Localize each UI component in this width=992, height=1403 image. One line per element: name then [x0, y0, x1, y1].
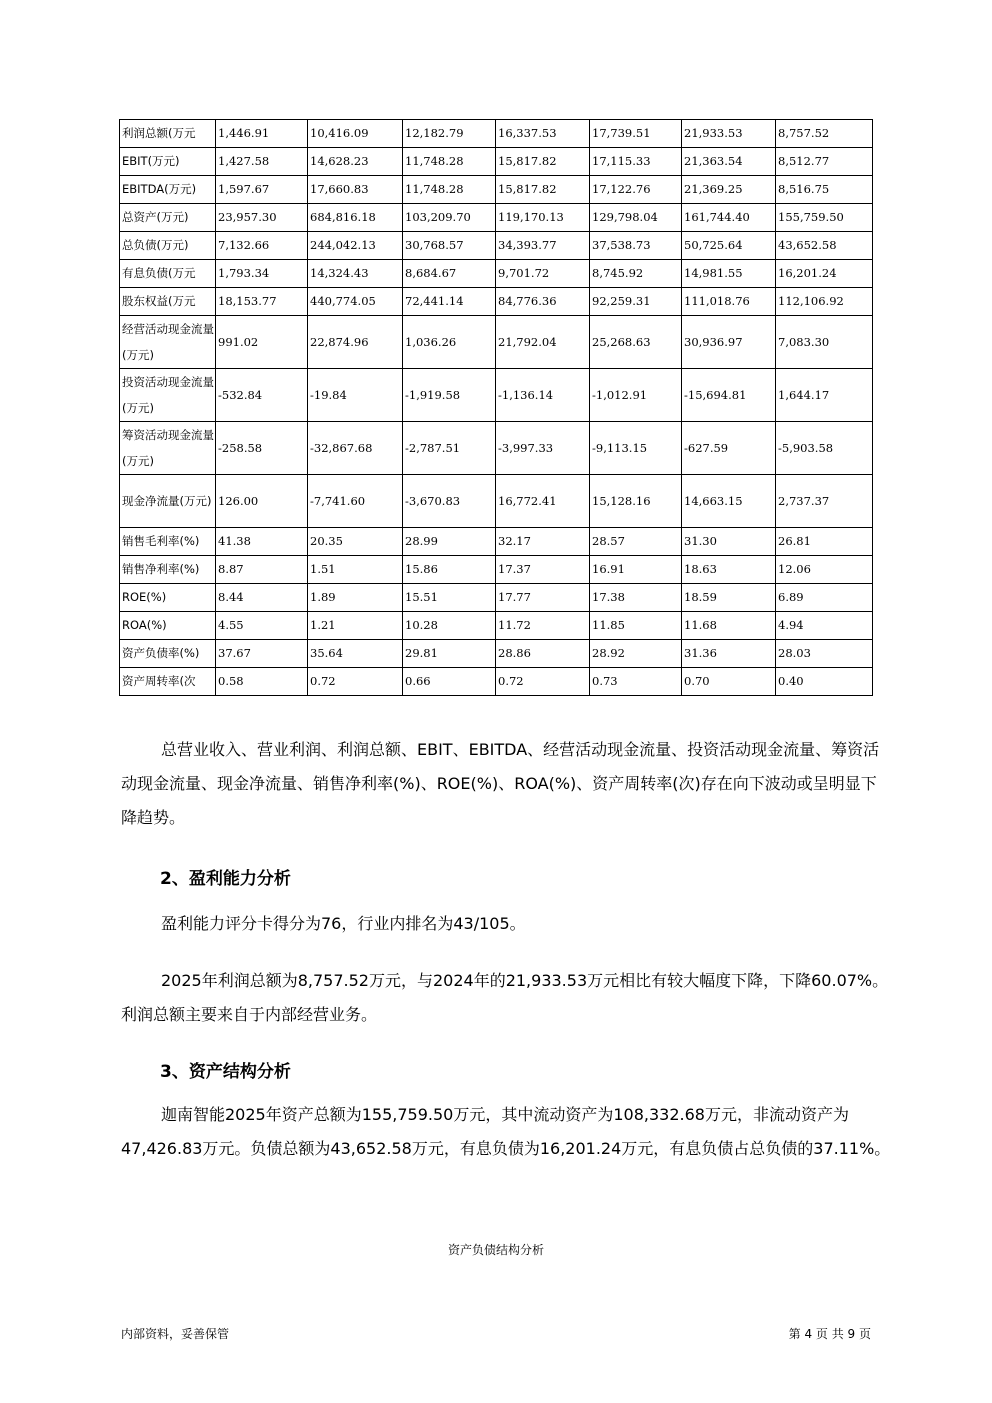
table-cell: 4.94 — [776, 612, 873, 640]
table-cell: 8,745.92 — [590, 260, 682, 288]
table-cell: 1.51 — [308, 556, 403, 584]
table-row — [120, 612, 873, 640]
table-cell: 111,018.76 — [682, 288, 776, 316]
table-cell: 440,774.05 — [308, 288, 403, 316]
table-cell: 35.64 — [308, 640, 403, 668]
table-cell: 50,725.64 — [682, 232, 776, 260]
row-label: ROA(%) — [120, 612, 216, 640]
row-label: 利润总额(万元 — [120, 120, 216, 148]
table-row — [120, 316, 873, 369]
row-label: 有息负债(万元 — [120, 260, 216, 288]
table-cell: 11,748.28 — [403, 176, 496, 204]
table-cell: 16,201.24 — [776, 260, 873, 288]
table-cell: 17.38 — [590, 584, 682, 612]
table-cell: 11.72 — [496, 612, 590, 640]
table-cell: 10.28 — [403, 612, 496, 640]
table-cell: 15,817.82 — [496, 148, 590, 176]
table-cell: -1,012.91 — [590, 369, 682, 422]
table-cell: 0.58 — [216, 668, 308, 696]
row-label: EBITDA(万元) — [120, 176, 216, 204]
table-cell: 0.72 — [496, 668, 590, 696]
row-label: 股东权益(万元 — [120, 288, 216, 316]
table-cell: 31.30 — [682, 528, 776, 556]
table-cell: 8,757.52 — [776, 120, 873, 148]
table-cell: 2,737.37 — [776, 475, 873, 528]
row-label: 总负债(万元) — [120, 232, 216, 260]
table-cell: 1,597.67 — [216, 176, 308, 204]
table-cell: 18.59 — [682, 584, 776, 612]
table-row — [120, 232, 873, 260]
table-cell: 14,324.43 — [308, 260, 403, 288]
table-cell: 15,128.16 — [590, 475, 682, 528]
table-cell: 18.63 — [682, 556, 776, 584]
table-cell: 32.17 — [496, 528, 590, 556]
table-cell: 11.85 — [590, 612, 682, 640]
table-cell: 30,936.97 — [682, 316, 776, 369]
table-cell: 28.57 — [590, 528, 682, 556]
table-row — [120, 120, 873, 148]
table-cell: 14,663.15 — [682, 475, 776, 528]
table-cell: 12.06 — [776, 556, 873, 584]
table-cell: 23,957.30 — [216, 204, 308, 232]
table-cell: 0.70 — [682, 668, 776, 696]
table-row — [120, 260, 873, 288]
table-cell: 28.99 — [403, 528, 496, 556]
table-cell: 1,644.17 — [776, 369, 873, 422]
table-cell: 991.02 — [216, 316, 308, 369]
footer-page-number: 第 4 页 共 9 页 — [788, 1327, 871, 1341]
table-cell: 9,701.72 — [496, 260, 590, 288]
table-row — [120, 556, 873, 584]
table-cell: 684,816.18 — [308, 204, 403, 232]
table-cell: 1.21 — [308, 612, 403, 640]
table-cell: 21,369.25 — [682, 176, 776, 204]
table-cell: 103,209.70 — [403, 204, 496, 232]
table-cell: 244,042.13 — [308, 232, 403, 260]
section-2-para-2: 2025年利润总额为8,757.52万元，与2024年的21,933.53万元相比有较大幅度下降，下降60.07%。利润总额主要来自于内部经营业务。 — [121, 971, 889, 1024]
table-cell: -7,741.60 — [308, 475, 403, 528]
table-cell: -2,787.51 — [403, 422, 496, 475]
table-cell: 11,748.28 — [403, 148, 496, 176]
row-label: 投资活动现金流量(万元) — [120, 369, 216, 422]
table-cell: 30,768.57 — [403, 232, 496, 260]
figure-caption: 资产负债结构分析 — [447, 1243, 544, 1257]
table-cell: 4.55 — [216, 612, 308, 640]
table-row — [120, 528, 873, 556]
table-cell: 17,115.33 — [590, 148, 682, 176]
section-2-heading: 2、盈利能力分析 — [160, 869, 291, 889]
row-label: ROE(%) — [120, 584, 216, 612]
table-cell: 6.89 — [776, 584, 873, 612]
row-label: EBIT(万元) — [120, 148, 216, 176]
table-cell: -19.84 — [308, 369, 403, 422]
table-cell: 18,153.77 — [216, 288, 308, 316]
table-cell: 43,652.58 — [776, 232, 873, 260]
table-cell: 15.86 — [403, 556, 496, 584]
table-cell: 16,337.53 — [496, 120, 590, 148]
table-cell: 1,446.91 — [216, 120, 308, 148]
table-cell: 7,132.66 — [216, 232, 308, 260]
table-row — [120, 176, 873, 204]
table-cell: 31.36 — [682, 640, 776, 668]
row-label: 经营活动现金流量(万元) — [120, 316, 216, 369]
table-cell: 8.44 — [216, 584, 308, 612]
table-cell: 25,268.63 — [590, 316, 682, 369]
table-cell: 8,512.77 — [776, 148, 873, 176]
row-label: 现金净流量(万元) — [120, 475, 216, 528]
table-cell: -3,670.83 — [403, 475, 496, 528]
table-cell: 37,538.73 — [590, 232, 682, 260]
table-cell: 17,739.51 — [590, 120, 682, 148]
table-cell: 29.81 — [403, 640, 496, 668]
table-cell: 17,660.83 — [308, 176, 403, 204]
table-cell: 8.87 — [216, 556, 308, 584]
table-row — [120, 369, 873, 422]
row-label: 总资产(万元) — [120, 204, 216, 232]
table-cell: -5,903.58 — [776, 422, 873, 475]
table-cell: 0.72 — [308, 668, 403, 696]
table-cell: 1,427.58 — [216, 148, 308, 176]
table-cell: 22,874.96 — [308, 316, 403, 369]
table-cell: 161,744.40 — [682, 204, 776, 232]
table-cell: 14,628.23 — [308, 148, 403, 176]
section-2-para-1: 盈利能力评分卡得分为76，行业内排名为43/105。 — [161, 914, 526, 933]
table-cell: -32,867.68 — [308, 422, 403, 475]
table-cell: -1,136.14 — [496, 369, 590, 422]
table-row — [120, 288, 873, 316]
table-cell: 15,817.82 — [496, 176, 590, 204]
table-cell: -9,113.15 — [590, 422, 682, 475]
table-cell: 11.68 — [682, 612, 776, 640]
row-label: 销售净利率(%) — [120, 556, 216, 584]
table-row — [120, 475, 873, 528]
table-cell: -1,919.58 — [403, 369, 496, 422]
table-cell: 84,776.36 — [496, 288, 590, 316]
table-cell: 1,036.26 — [403, 316, 496, 369]
table-cell: 17.77 — [496, 584, 590, 612]
table-cell: 8,684.67 — [403, 260, 496, 288]
table-cell: 119,170.13 — [496, 204, 590, 232]
table-cell: 72,441.14 — [403, 288, 496, 316]
table-row — [120, 422, 873, 475]
table-cell: 0.66 — [403, 668, 496, 696]
table-cell: 17.37 — [496, 556, 590, 584]
table-cell: 1.89 — [308, 584, 403, 612]
table-cell: 21,792.04 — [496, 316, 590, 369]
footer-confidential: 内部资料，妥善保管 — [121, 1327, 230, 1341]
table-cell: 8,516.75 — [776, 176, 873, 204]
table-cell: 26.81 — [776, 528, 873, 556]
row-label: 资产负债率(%) — [120, 640, 216, 668]
table-cell: 20.35 — [308, 528, 403, 556]
financial-table — [119, 119, 873, 696]
table-cell: 34,393.77 — [496, 232, 590, 260]
table-cell: 21,363.54 — [682, 148, 776, 176]
table-cell: 17,122.76 — [590, 176, 682, 204]
row-label: 筹资活动现金流量(万元) — [120, 422, 216, 475]
table-cell: 155,759.50 — [776, 204, 873, 232]
table-cell: 7,083.30 — [776, 316, 873, 369]
table-cell: 16,772.41 — [496, 475, 590, 528]
table-cell: 126.00 — [216, 475, 308, 528]
table-cell: -15,694.81 — [682, 369, 776, 422]
table-cell: -532.84 — [216, 369, 308, 422]
table-cell: 16.91 — [590, 556, 682, 584]
table-cell: 21,933.53 — [682, 120, 776, 148]
table-cell: 129,798.04 — [590, 204, 682, 232]
table-cell: 15.51 — [403, 584, 496, 612]
table-cell: 28.03 — [776, 640, 873, 668]
table-cell: 1,793.34 — [216, 260, 308, 288]
table-cell: 37.67 — [216, 640, 308, 668]
table-cell: 10,416.09 — [308, 120, 403, 148]
table-row — [120, 204, 873, 232]
table-cell: 28.86 — [496, 640, 590, 668]
table-cell: 12,182.79 — [403, 120, 496, 148]
table-row — [120, 148, 873, 176]
section-3-heading: 3、资产结构分析 — [160, 1062, 291, 1082]
table-cell: 92,259.31 — [590, 288, 682, 316]
table-cell: 0.73 — [590, 668, 682, 696]
table-cell: -627.59 — [682, 422, 776, 475]
row-label: 销售毛利率(%) — [120, 528, 216, 556]
table-cell: 14,981.55 — [682, 260, 776, 288]
table-cell: 41.38 — [216, 528, 308, 556]
table-cell: 0.40 — [776, 668, 873, 696]
table-row — [120, 668, 873, 696]
table-cell: -3,997.33 — [496, 422, 590, 475]
table-row — [120, 640, 873, 668]
table-cell: 28.92 — [590, 640, 682, 668]
summary-paragraph: 总营业收入、营业利润、利润总额、EBIT、EBITDA、经营活动现金流量、投资活动现金流量、筹资活动现金流量、现金净流量、销售净利率(%)、ROE(%)、ROA(%)、资产周转率(次)存在向下波动或呈明显下降趋势。 — [121, 740, 880, 827]
section-3-para-1: 迦南智能2025年资产总额为155,759.50万元，其中流动资产为108,332.68万元，非流动资产为47,426.83万元。负债总额为43,652.58万元，有息负债为16,201.24万元，有息负债占总负债的37.11%。 — [121, 1105, 891, 1158]
row-label: 资产周转率(次 — [120, 668, 216, 696]
table-cell: -258.58 — [216, 422, 308, 475]
table-cell: 112,106.92 — [776, 288, 873, 316]
table-row — [120, 584, 873, 612]
